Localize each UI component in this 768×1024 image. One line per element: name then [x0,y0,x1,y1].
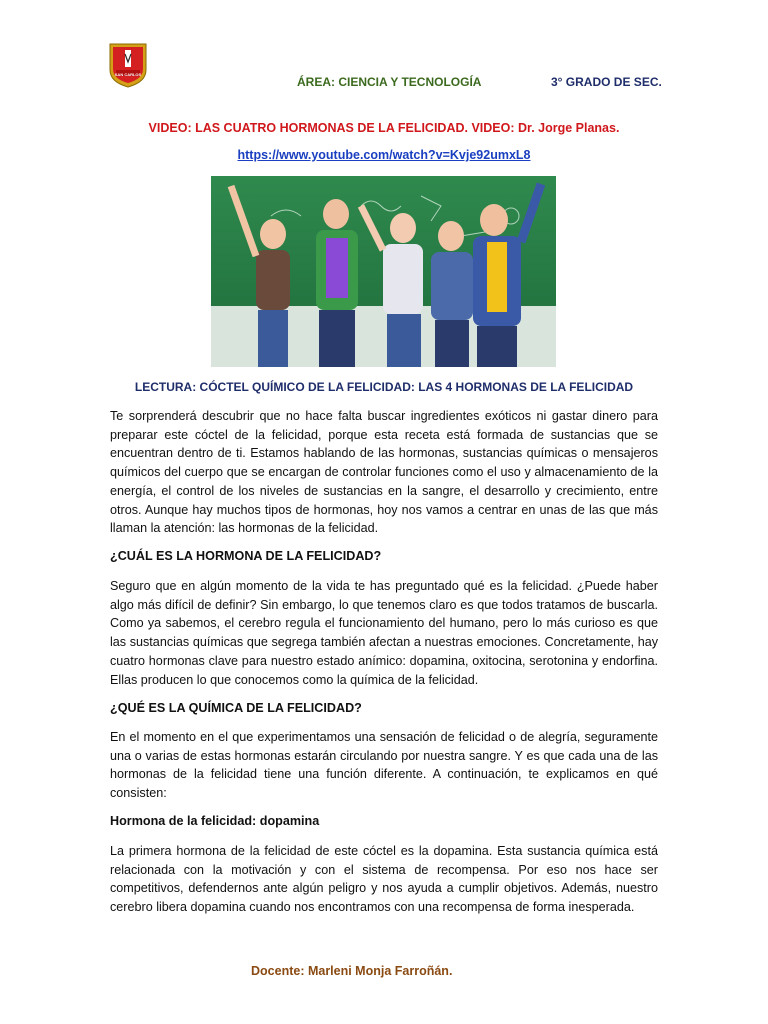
video-title: VIDEO: LAS CUATRO HORMONAS DE LA FELICIDAD. VIDEO: Dr. Jorge Planas. [148,121,620,135]
section-paragraph-happiness-chemistry: En el momento en el que experimentamos una sensación de felicidad o de alegría, seguramente una o varias de estas hormonas estarán circulando por nuestra sangre. Y es que cada una de las hormonas de la felicidad tiene una función diferente. A continuación, te explicamos en qué consisten: [110,730,658,801]
crest-text: SAN CARLOS [114,72,142,77]
school-crest-logo [108,42,148,88]
reading-title: LECTURA: CÓCTEL QUÍMICO DE LA FELICIDAD: LAS 4 HORMONAS DE LA FELICIDAD [134,380,634,394]
section-paragraph-happiness-hormone: Seguro que en algún momento de la vida te has preguntado qué es la felicidad. ¿Puede haber algo más difícil de definir? Sin embargo, lo que tenemos claro es que todos tratamos de buscarla. Como ya sabemos, el cerebro regula el funcionamiento del humano, pero lo más curioso es que las sustancias químicas que segrega también afectan a nuestras emociones. Concretamente, hay cuatro hormonas clave para nuestro estado anímico: dopamina, oxitocina, serotonina y endorfina. Ellas producen lo que conocemos como la química de la felicidad. [110,579,658,687]
section-heading-happiness-chemistry: ¿QUÉ ES LA QUÍMICA DE LA FELICIDAD? [110,701,362,715]
intro-paragraph: Te sorprenderá descubrir que no hace falta buscar ingredientes exóticos ni gastar dinero para preparar este cóctel de la felicidad, porque esta receta está formada de sustancias que se encuentran dentro de ti. Estamos hablando de las hormonas, sustancias químicas o mensajeros químicos del cuerpo que se encargan de controlar funciones como el uso y almacenamiento de la energía, el control de los niveles de sustancias en la sangre, el desarrollo y crecimiento, entre otros. Aunque hay muchos tipos de hormonas, hoy nos vamos a centrar en unas de las que más llaman la atención: las hormonas de la felicidad. [110,409,658,536]
video-link[interactable]: https://www.youtube.com/watch?v=Kvje92umxL8 [237,148,531,162]
students-photo [211,176,556,367]
section-paragraph-dopamine: La primera hormona de la felicidad de este cóctel es la dopamina. Esta sustancia química está relacionada con la motivación y con el sistema de recompensa. Por eso nos hace ser competitivos, defendernos ante algún peligro y nos ayuda a cumplir objetivos. Además, nuestro cerebro libera dopamina cuando nos encontramos con una recompensa de forma inesperada. [110,844,658,915]
section-heading-dopamine: Hormona de la felicidad: dopamina [110,814,320,828]
grade-level: 3° GRADO DE SEC. [551,75,662,89]
subject-area: ÁREA: CIENCIA Y TECNOLOGÍA [297,75,482,89]
teacher-footer: Docente: Marleni Monja Farroñán. [251,964,453,978]
section-heading-happiness-hormone: ¿CUÁL ES LA HORMONA DE LA FELICIDAD? [110,549,382,563]
